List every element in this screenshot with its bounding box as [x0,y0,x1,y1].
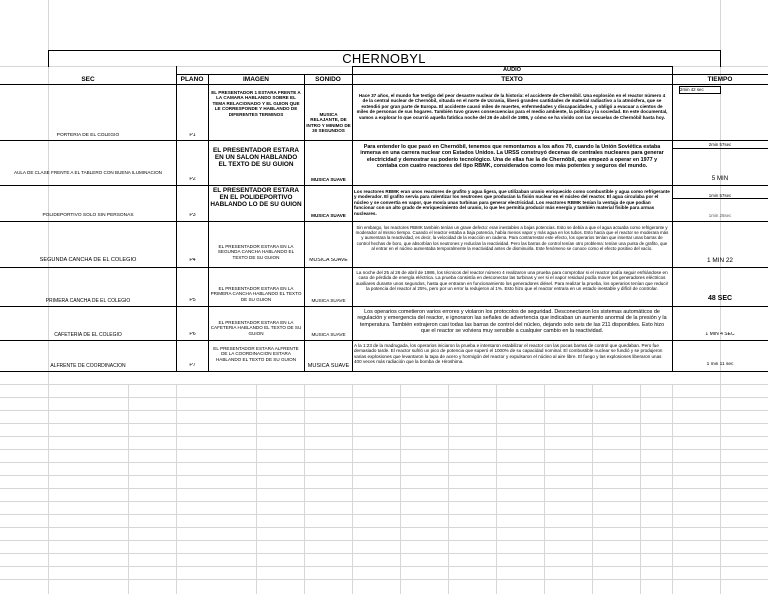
grid-line [0,423,768,424]
row5-plano: P5 [189,298,196,303]
table-border [176,84,177,372]
table-border [0,371,768,372]
table-border [720,50,721,67]
page-title: CHERNOBYL [342,51,426,66]
header-plano: PLANO [180,76,204,83]
grid-line [0,527,768,528]
table-border [672,84,673,372]
row5-imagen: EL PRESENTADOR ESTARA EN LA PRIMERA CANCHA HABLANDO EL TEXTO DE SU GUION [210,286,302,302]
row3-imagen: EL PRESENTADOR ESTARA EN EL POLIDEPORTIVO HABLANDO LO DE SU GUION [210,187,302,208]
table-border [0,340,768,341]
row6-sec: CAFETERIA DE EL COLEGIO [54,332,122,338]
grid-line [0,436,768,437]
table-border [352,84,353,372]
grid-line [0,553,768,554]
grid-line [352,384,353,594]
grid-line [0,449,768,450]
row2-plano: P2 [189,177,196,182]
grid-line [0,397,768,398]
row6-imagen: EL PRESENTADOR ESTARA EN LA CAFETERIA HABLANDO EL TEXTO DE SU GUION [210,320,302,336]
table-border [0,185,768,186]
grid-line [0,410,768,411]
row7-imagen: EL PRESENTADOR ESTARA ALFRENTE DE LA COORDINACION ESTARA HABLANDO EL TEXTO DE SU GUION [213,346,299,362]
grid-line [0,540,768,541]
grid-line [544,384,545,594]
row6-tiempo: 1 MIN 4 SEC [705,332,735,337]
row7-tiempo: 1 min 11 sec [706,362,734,367]
table-border [672,148,768,149]
header-audio: AUDIO [502,67,522,73]
grid-line [0,566,768,567]
table-border [0,84,768,85]
grid-line [128,384,129,594]
row3-sec: POLIDEPORTIVO SOLO SIN PERSONAS [42,213,134,218]
row4-texto: Sin embargo, los reactores RBMK también tenían un grave defecto: eran inestables a bajas potencias. Esto se debía a que el agua actuaba como refrigerante y moderador al mismo tiempo. Cuando el reactor estaba a baja potencia, había menos vapor y más agua en los tubos. Esto hacía que el reactor se moderara más y aumentara la reactividad, es decir, la velocidad de la reacción en cadena. Para contrarrestar este efecto, los operarios tenían que insertar unas barras de control hechas de boro, que absorbían los neutrones y reducían la reactividad. Pero las barras de control tenían otro problema: tenían una punta de grafito, que al entrar en el núcleo aumentaba temporalmente la reactividad antes de disminuirla. Este fenómeno se conoce como el efecto positivo del vacío. [355,225,669,251]
row5-tiempo: 48 SEC [707,295,733,302]
grid-line [0,579,768,580]
row6-texto: Los operarios cometieron varios errores y violaron los protocolos de seguridad. Desconectaron los sistemas automáticos de regulación y emergencia del reactor, e ignoraron las señales de advertencia que indicaban un aumento anormal de la presión y la temperatura. También extrajeron casi todas las barras de control del núcleo, dejando solo seis de las 211 disponibles. Esto hizo que el reactor se volviera muy sensible a cualquier cambio en la reactividad. [357,309,667,335]
grid-line [400,384,401,594]
row2-tiempo-top: 2min 57sec [708,142,732,147]
row7-texto: A la 1:23 de la madrugada, los operarios iniciaron la prueba e intentaron estabilizar el reactor con las pocas barras de control que quedaban. Pero fue demasiado tarde. El reactor sufrió un pico de potencia que superó el 1000% de su capacidad nominal. El combustible nuclear se fundió y se produjeron varias explosiones que levantaron la tapa de acero y hormigón del reactor y expulsaron el núcleo al aire libre. El fuego y las explosiones liberaron unas 400 veces más radiación que la bomba de Hiroshima. [354,343,663,365]
row2-sonido: MUSICA SUAVE [311,177,346,182]
grid-line [0,462,768,463]
header-tiempo: TIEMPO [707,76,733,83]
row3-sonido: MUSICA SUAVE [311,213,346,218]
grid-line [0,475,768,476]
row1-tiempo: 2min 42 sec [679,86,721,94]
header-sonido: SONIDO [315,76,341,83]
grid-line [0,514,768,515]
row4-sonido: MUSICA SUAVE [309,258,348,263]
row5-sec: PRIMERA CANCHA DE EL COLEGIO [45,298,131,304]
row7-sec: ALFRENTE DE COORDINACION [50,363,126,369]
row1-sec: PORTERIA DE EL COLEGIO [56,133,120,138]
row6-sonido: MUSICA SUAVE [311,332,346,337]
row1-sonido: MUSICA RELAJANTE, DE INTRO Y MINIMO DE 30 SEGUNDOS [306,112,351,134]
header-texto: TEXTO [501,76,523,83]
row4-sec: SEGUNDA CANCHA DE EL COLEGIO [39,257,137,263]
row4-tiempo: 1 MIN 22 [707,257,733,264]
row7-plano: P7 [189,363,196,368]
row4-imagen: EL PRESENTADOR ESTARA EN LA SEGUNDA CANCHA HABLANDO EL TEXTO DE SU GUION [217,244,295,260]
row3-tiempo: 1min 25sec [708,213,732,218]
grid-line [256,384,257,594]
header-sec: SEC [81,76,95,83]
row2-sec: AULA DE CLASE FRENTE A EL TABLERO CON BUENA ILUMINACION [14,170,162,175]
table-border [0,306,768,307]
row4-plano: P4 [189,258,196,263]
grid-line [176,384,177,594]
grid-line [496,384,497,594]
table-border [0,221,768,222]
grid-line [592,384,593,594]
table-border [0,267,768,268]
row6-plano: P6 [189,332,196,337]
grid-line [0,501,768,502]
row7-sonido: MUSICA SUAVE [307,363,350,369]
table-border [0,140,768,141]
row1-imagen: EL PRESENTADOR 1 ESTARA FRENTE A LA CAMARA HABLANDO SOBRE EL TEMA RELACIONADO Y EL GUION QUE LE CORRESPONDE Y HABLANDO DE DIFERENTES TERMINOS [211,90,301,117]
grid-line [0,384,768,385]
row5-texto: La noche del 25 al 26 de abril de 1986, los técnicos del reactor número 4 realizaron una prueba para comprobar si el reactor podía seguir enfriándose en caso de pérdida de energía eléctrica. La prueba consistía en desconectar las turbinas y ver si el vapor residual podía mover los generadores eléctricos auxiliares durante unos segundos, hasta que entraran en funcionamiento los generadores diésel. Para realizar la prueba, los operarios tenían que reducir la potencia del reactor al 25%, pero por un error la redujeron al 1%. Esto hizo que el reactor entrara en un estado inestable y difícil de controlar. [355,270,669,292]
grid-line [304,384,305,594]
header-imagen: IMAGEN [243,76,269,83]
row1-texto: Hace 37 años, el mundo fue testigo del peor desastre nuclear de la historia: el accidente de Chernóbil. Una explosión en el reactor número 4 de la central nuclear de Chernóbil, situada en el norte de Ucrania, liberó grandes cantidades de material radiactivo a la atmósfera, que se extendió por gran parte de Europa. El accidente causó miles de muertes, enfermedades y discapacidades, y obligó a evacuar a cientos de miles de personas de sus hogares. También tuvo graves consecuencias para el medio ambiente, la política y la sociedad. En este documental, vamos a explorar lo que ocurrió aquella fatídica noche del 26 de abril de 1986, y cómo se ha vivido con las secuelas de Chernóbil hasta hoy. [356,93,668,120]
row2-tiempo: 5 MIN [711,175,729,182]
grid-line [672,384,673,594]
row5-sonido: MUSICA SUAVE [311,298,346,303]
row3-tiempo-top: 1min 57sec [708,193,732,198]
row3-texto: Los reactores RBMK eran unos reactores de grafito y agua ligera, que utilizaban uranio enriquecido como combustible y agua como refrigerante y moderador. El grafito servía para ralentizar los neutrones que producían la fisión nuclear en el núcleo del reactor. El agua circulaba por el núcleo y se convertía en vapor, que movía unas turbinas para generar electricidad. Los reactores RBMK tenían la ventaja de que podían funcionar con un alto grado de enriquecimiento del uranio, lo que les permitía producir más energía y también material fisible para armas nucleares. [354,189,670,216]
table-border [208,84,209,372]
grid-line [448,384,449,594]
row2-texto: Para entender lo que pasó en Chernóbil, tenemos que remontarnos a los años 70, cuando la Unión Soviética estaba inmersa en una carrera nuclear con Estados Unidos. La URSS construyó decenas de centrales nucleares para generar electricidad y demostrar su poderío tecnológico. Una de ellas fue la de Chernóbil, que empezó a operar en 1977 y contaba con cuatro reactores del tipo RBMK, considerados como los más potentes y seguros del mundo. [360,144,664,170]
row1-plano: P1 [189,133,196,138]
grid-line [0,488,768,489]
row3-plano: P3 [189,213,196,218]
grid-line [640,384,641,594]
row2-imagen: EL PRESENTADOR ESTARA EN UN SALON HABLANDO EL TEXTO DE SU GUION [213,147,299,168]
